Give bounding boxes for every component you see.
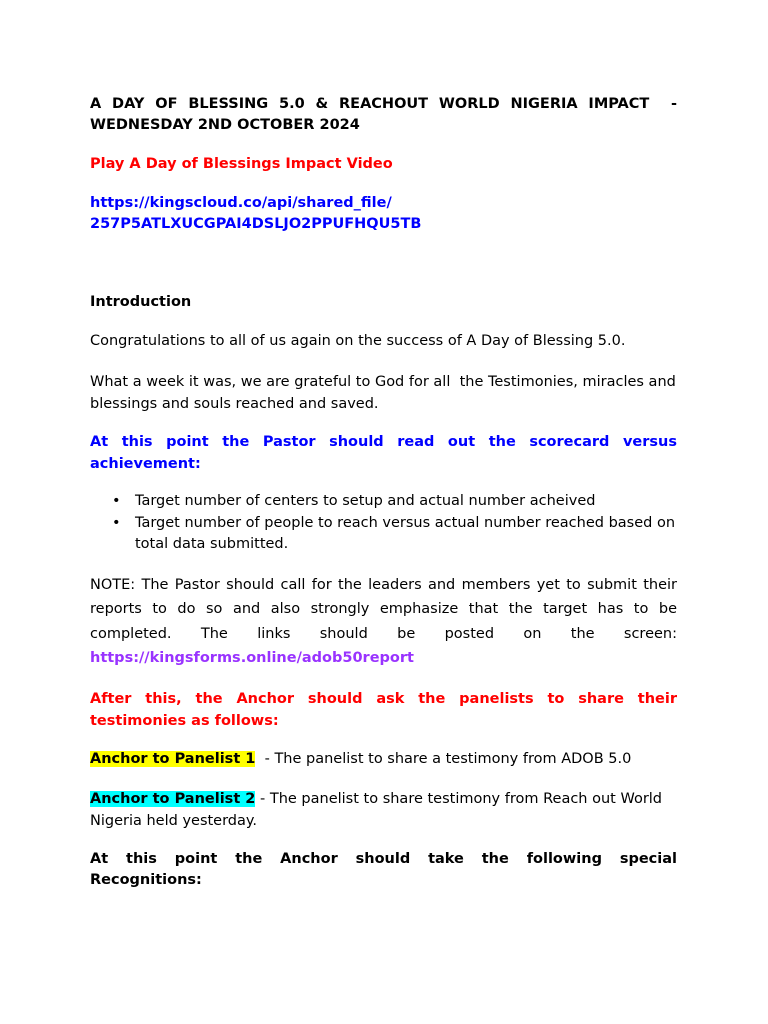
heading-line-1: A DAY OF BLESSING 5.0 & REACHOUT WORLD NIGERIA IMPACT - (90, 96, 677, 112)
scorecard-instruction: At this point the Pastor should read out the scorecard versus achievement: (90, 434, 677, 472)
anchor-instruction: After this, the Anchor should ask the panelists to share their testimonies as follows: (90, 691, 677, 729)
heading-line-2: WEDNESDAY 2ND OCTOBER 2024 (90, 117, 360, 133)
video-link[interactable] (90, 193, 677, 235)
list-item: • Target number of centers to setup and actual number acheived (90, 491, 677, 513)
video-label: Play A Day of Blessings Impact Video (90, 156, 393, 172)
panelist-1-text: - The panelist to share a testimony from ADOB 5.0 (255, 751, 632, 767)
report-link[interactable]: https://kingsforms.online/adob50report (90, 649, 414, 666)
recognitions-heading: At this point the Anchor should take the following special Recognitions: (90, 851, 677, 888)
bullet-icon: • (112, 514, 121, 531)
document-heading (90, 94, 677, 136)
panelist-1-line (90, 749, 677, 770)
panelist-2-text: - The panelist to share testimony from Reach out World Nigeria held yesterday. (90, 791, 667, 829)
bullet-icon: • (112, 493, 121, 509)
video-link-line-1[interactable]: https://kingscloud.co/api/shared_file/ (90, 195, 392, 211)
panelist-1-label: Anchor to Panelist 1 (90, 751, 256, 767)
introduction-paragraph-2: What a week it was, we are grateful to God for all the Testimonies, miracles and blessings and souls reached and saved. (90, 374, 681, 412)
panelist-2-line (90, 788, 677, 832)
note-text: NOTE: The Pastor should call for the leaders and members yet to submit their reports to do so and also strongly emphasize that the target has to be completed. The links should be posted on the screen: (90, 577, 677, 642)
panelist-2-label: Anchor to Panelist 2 (90, 791, 256, 807)
video-link-line-2[interactable]: 257P5ATLXUCGPAI4DSLJO2PPUFHQU5TB (90, 216, 422, 232)
introduction-title: Introduction (90, 294, 192, 310)
scorecard-list (90, 491, 677, 556)
note-paragraph (90, 573, 677, 670)
introduction-paragraph-1: Congratulations to all of us again on the success of A Day of Blessing 5.0. (90, 333, 626, 349)
list-item: • Target number of people to reach versus actual number reached based on total data submitted. (112, 514, 676, 552)
